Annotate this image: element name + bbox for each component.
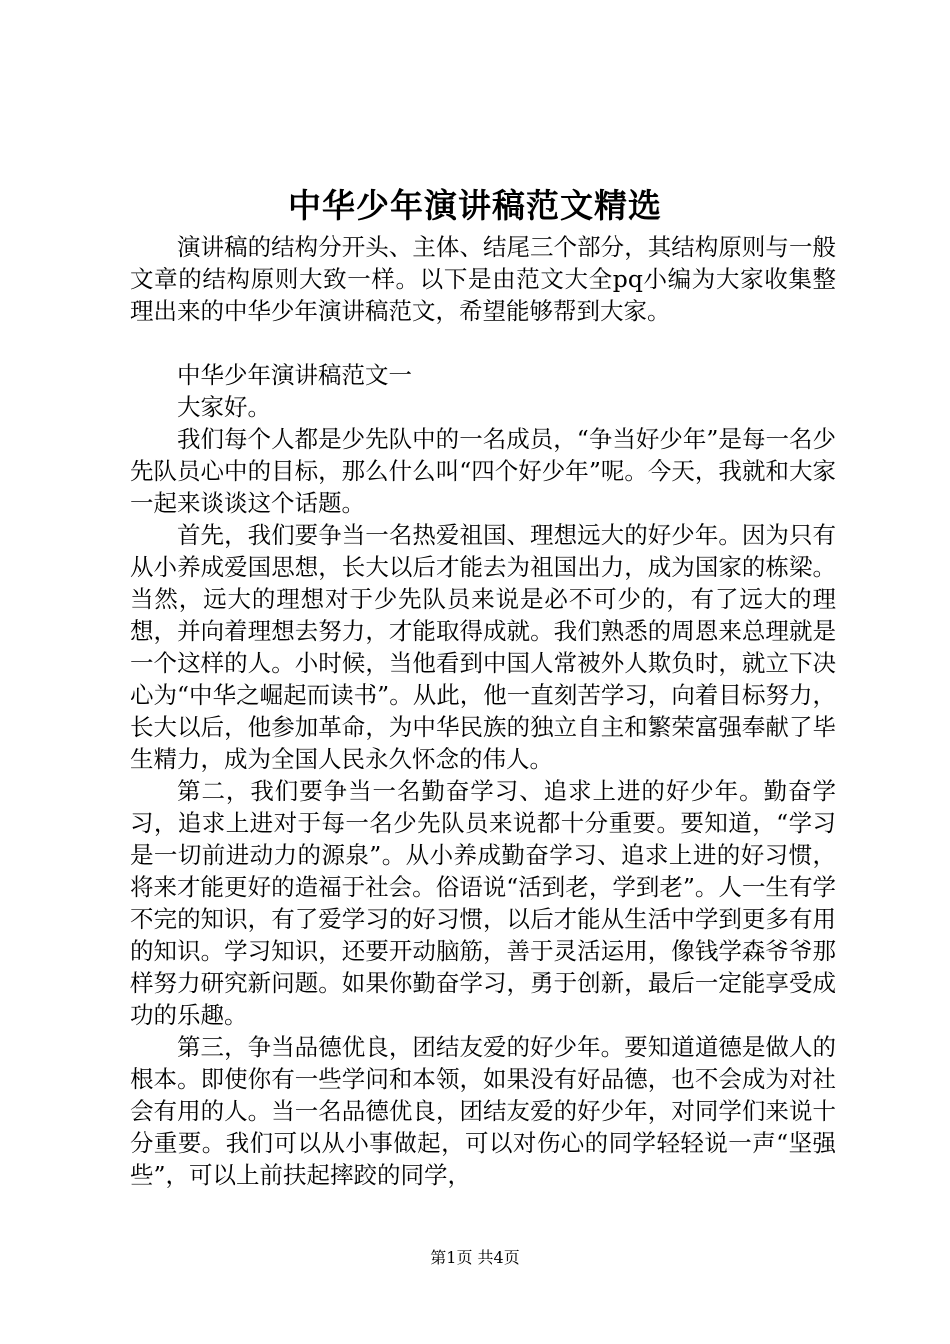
intro-paragraph: 演讲稿的结构分开头、主体、结尾三个部分，其结构原则与一般文章的结构原则大致一样。以下是由范文大全pq小编为大家收集整理出来的中华少年演讲稿范文，希望能够帮到大家。: [130, 233, 836, 325]
body-paragraph: 首先，我们要争当一名热爱祖国、理想远大的好少年。因为只有从小养成爱国思想，长大以后才能去为祖国出力，成为国家的栋梁。当然，远大的理想对于少先队员来说是必不可少的，有了远大的理想，并向着理想去努力，才能取得成就。我们熟悉的周恩来总理就是一个这样的人。小时候，当他看到中国人常被外人欺负时，就立下决心为“中华之崛起而读书”。从此，他一直刻苦学习，向着目标努力，长大以后，他参加革命，为中华民族的独立自主和繁荣富强奉献了毕生精力，成为全国人民永久怀念的伟人。: [130, 521, 836, 773]
paragraph-spacer: [130, 327, 836, 359]
section-heading: 中华少年演讲稿范文一: [177, 361, 412, 389]
greeting-paragraph: 大家好。: [177, 393, 271, 421]
document-title: 中华少年演讲稿范文精选: [288, 186, 662, 225]
page-number-footer: 第1页 共4页: [430, 1248, 520, 1267]
document-body: [130, 231, 836, 1191]
body-paragraph: 第二，我们要争当一名勤奋学习、追求上进的好少年。勤奋学习，追求上进对于每一名少先队员来说都十分重要。要知道，“学习是一切前进动力的源泉”。从小养成勤奋学习、追求上进的好习惯，将来才能更好的造福于社会。俗语说“活到老，学到老”。人一生有学不完的知识，有了爱学习的好习惯，以后才能从生活中学到更多有用的知识。学习知识，还要开动脑筋，善于灵活运用，像钱学森爷爷那样努力研究新问题。如果你勤奋学习，勇于创新，最后一定能享受成功的乐趣。: [130, 777, 836, 1029]
body-paragraph: 第三，争当品德优良，团结友爱的好少年。要知道道德是做人的根本。即使你有一些学问和本领，如果没有好品德，也不会成为对社会有用的人。当一名品德优良，团结友爱的好少年，对同学们来说十分重要。我们可以从小事做起，可以对伤心的同学轻轻说一声“坚强些”，可以上前扶起摔跤的同学，: [130, 1033, 836, 1189]
body-paragraph: 我们每个人都是少先队中的一名成员，“争当好少年”是每一名少先队员心中的目标，那么什么叫“四个好少年”呢。今天，我就和大家一起来谈谈这个话题。: [130, 425, 836, 517]
